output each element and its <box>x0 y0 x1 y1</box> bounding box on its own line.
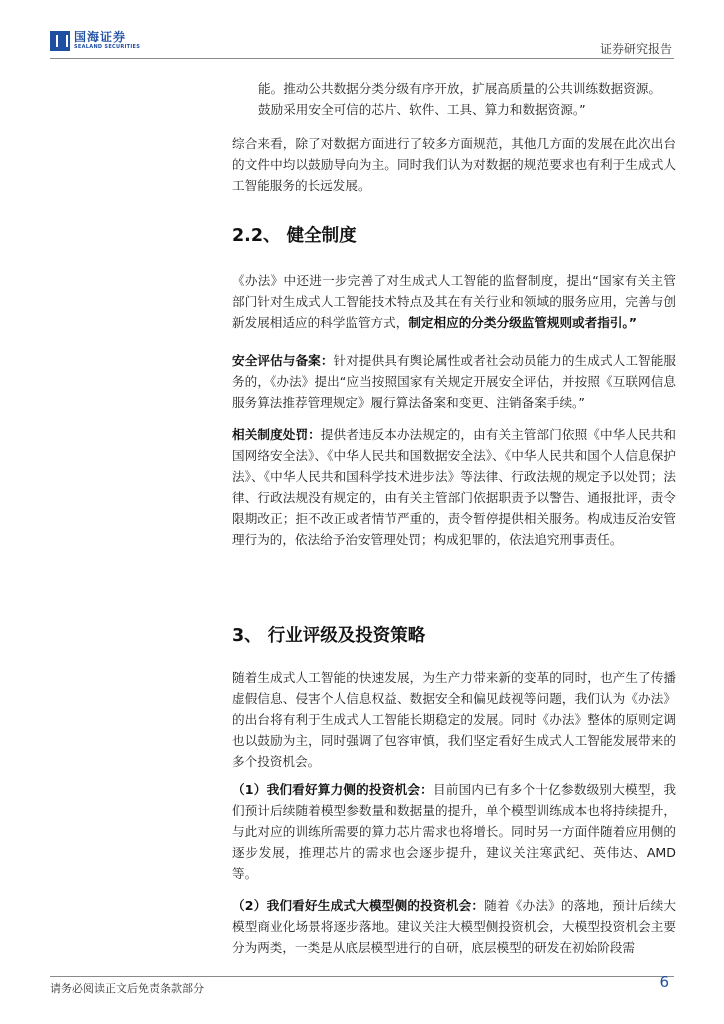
quote-line-1: 能。推动公共数据分类分级有序开放，扩展高质量的公共训练数据资源。 <box>258 81 661 96</box>
section-heading-3: 3、 行业评级及投资策略 <box>232 626 426 646</box>
header-divider <box>50 58 674 59</box>
compute-opportunity-text: 目前国内已有多个十亿参数级别大模型，我们预计后续随着模型参数量和数据量的提升，单个模型训练成本也将持续提升，与此对应的训练所需要的算力芯片需求也将增长。同时另一方面伴随着应用侧的逐步发展，推理芯片的需求也会逐步提升，建议关注寒武纪、英伟达、AMD 等。 <box>232 782 677 881</box>
quote-line-2: 鼓励采用安全可信的芯片、软件、工具、算力和数据资源。” <box>258 102 586 117</box>
report-type-label: 证券研究报告 <box>599 42 672 56</box>
footer-divider <box>50 976 674 977</box>
page-number: 6 <box>659 973 669 991</box>
security-assessment-label: 安全评估与备案： <box>232 353 334 368</box>
logo-name-en: SEALAND SECURITIES <box>74 44 141 50</box>
security-assessment-text: 针对提供具有舆论属性或者社会动员能力的生成式人工智能服务的，《办法》提出“应当按照国家有关规定开展安全评估，并按照《互联网信息服务算法推荐管理规定》履行算法备案和变更、注销备案手续。” <box>232 353 677 410</box>
paragraph-penalties <box>232 424 676 550</box>
compute-opportunity-label: （1）我们看好算力侧的投资机会： <box>232 782 433 797</box>
paragraph-supervision-end: 。” <box>622 315 637 330</box>
paragraph-model-opportunity <box>232 895 676 958</box>
paragraph-supervision-text: 《办法》中还进一步完善了对生成式人工智能的监督制度，提出“国家有关主管部门针对生成式人工智能技术特点及其在有关行业和领域的服务应用，完善与创新发展相适应的科学监管方式， <box>232 273 676 330</box>
penalties-label: 相关制度处罚： <box>232 427 321 442</box>
paragraph-industry-outlook: 随着生成式人工智能的快速发展，为生产力带来新的变革的同时，也产生了传播虚假信息、侵害个人信息权益、数据安全和偏见歧视等问题，我们认为《办法》的出台将有利于生成式人工智能长期稳定的发展。同时《办法》整体的原则定调也以鼓励为主，同时强调了包容审慎，我们坚定看好生成式人工智能发展带来的多个投资机会。 <box>232 670 676 769</box>
section-heading-2-2: 2.2、 健全制度 <box>232 226 357 246</box>
paragraph-supervision <box>232 270 676 333</box>
paragraph-supervision-emphasis: 制定相应的分类分级监管规则或者指引 <box>408 315 623 330</box>
footer-disclaimer: 请务必阅读正文后免责条款部分 <box>50 982 204 995</box>
paragraph-security-assessment <box>232 350 676 413</box>
model-opportunity-label: （2）我们看好生成式大模型侧的投资机会： <box>232 898 485 913</box>
logo-mark-icon <box>50 31 70 51</box>
company-logo <box>50 30 142 52</box>
logo-name-cn: 国海证券 <box>74 30 127 44</box>
penalties-text: 提供者违反本办法规定的，由有关主管部门依照《中华人民共和国网络安全法》、《中华人民共和国数据安全法》、《中华人民共和国个人信息保护法》、《中华人民共和国科学技术进步法》等法律、行政法规的规定予以处罚；法律、行政法规没有规定的，由有关主管部门依据职责予以警告、通报批评，责令限期改正；拒不改正或者情节严重的，责令暂停提供相关服务。构成违反治安管理行为的，依法给予治安管理处罚；构成犯罪的，依法追究刑事责任。 <box>232 427 677 547</box>
paragraph-compute-opportunity <box>232 779 676 884</box>
summary-paragraph: 综合来看，除了对数据方面进行了较多方面规范，其他几方面的发展在此次出台的文件中均以鼓励导向为主。同时我们认为对数据的规范要求也有利于生成式人工智能服务的长远发展。 <box>232 136 676 193</box>
model-opportunity-text: 随着《办法》的落地，预计后续大模型商业化场景将逐步落地。建议关注大模型侧投资机会，大模型投资机会主要分为两类，一类是从底层模型进行的自研，底层模型的研发在初始阶段需 <box>232 898 677 955</box>
